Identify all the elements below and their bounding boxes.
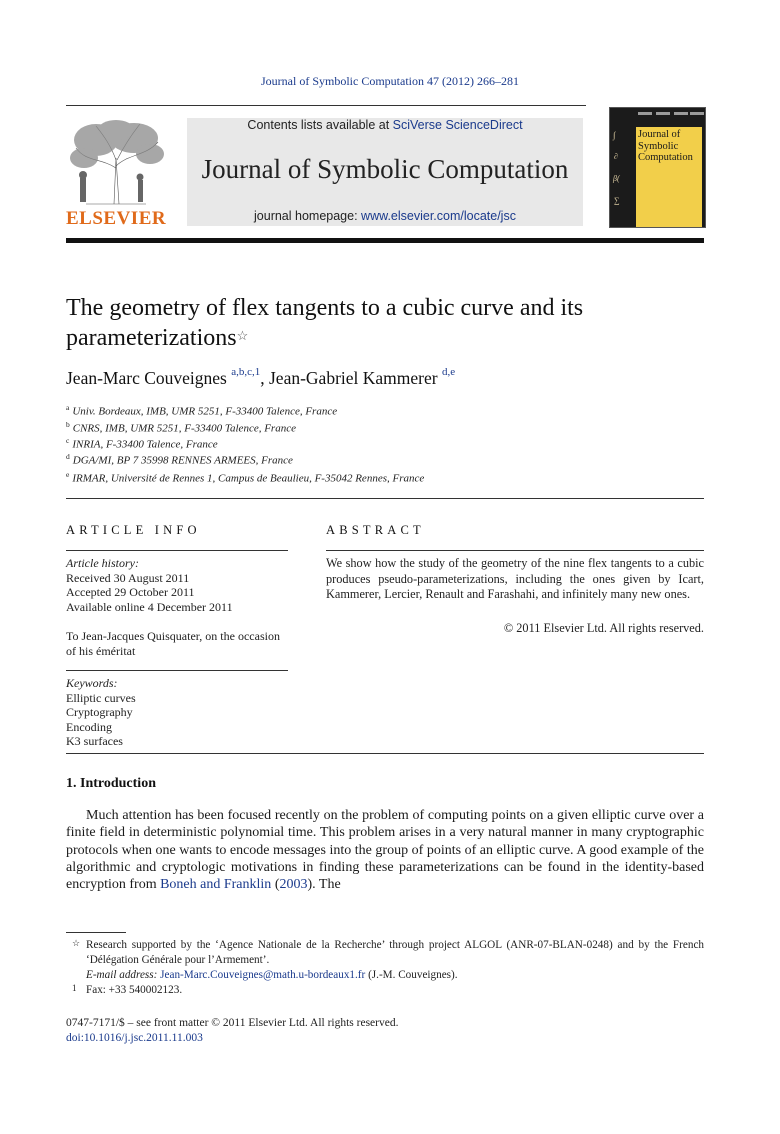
affiliation-text: DGA/MI, BP 7 35998 RENNES ARMEES, France <box>72 454 293 467</box>
keyword: K3 surfaces <box>66 734 123 748</box>
affiliation-key: a <box>66 403 70 412</box>
cover-math-glyph: ∂ <box>614 152 618 161</box>
cover-strip <box>690 112 704 115</box>
cover-math-glyph: β( <box>613 174 620 183</box>
footnote-rule <box>66 932 126 933</box>
cover-math-glyph: ∑ <box>614 196 620 205</box>
affiliation-text: IRMAR, Université de Rennes 1, Campus de Beaulieu, F-35042 Rennes, France <box>72 472 425 485</box>
footnote-star-icon: ☆ <box>72 938 81 948</box>
cover-math-glyph: ∫ <box>613 130 616 140</box>
journal-name: Journal of Symbolic Computation <box>201 154 569 184</box>
abstract-copyright: © 2011 Elsevier Ltd. All rights reserved. <box>503 621 704 635</box>
paragraph-tail: . The <box>312 877 341 893</box>
affiliation <box>66 452 293 467</box>
email-owner: (J.-M. Couveignes). <box>368 969 458 981</box>
citation-year-link[interactable]: 2003 <box>279 877 308 893</box>
author-name: Jean-Marc Couveignes <box>66 368 227 388</box>
header-thick-rule <box>66 238 704 243</box>
article-history <box>66 556 288 614</box>
author-list <box>66 368 455 389</box>
journal-cover-thumbnail[interactable] <box>609 107 706 228</box>
accepted-date: Accepted 29 October 2011 <box>66 585 195 599</box>
cover-strip <box>638 112 652 115</box>
affiliation-divider <box>66 498 704 499</box>
keyword: Elliptic curves <box>66 690 136 705</box>
section-heading-introduction: 1. Introduction <box>66 776 156 791</box>
paragraph: Much attention has been focused recently on the problem of computing points on a given elliptic curve over a finite field in deterministic polynomial time. This problem arises in a very natural manner in many cryptographic protocols when one wants to encode messages into the group of points of an elliptic curve. A good example of the algorithmic and cryptologic motivations in finding these parameterizations can be found in the identity-based encryption from Boneh and Franklin (2003). The <box>66 808 704 893</box>
affiliation <box>66 420 296 435</box>
affiliation-key: e <box>66 470 70 479</box>
affiliation-text: CNRS, IMB, UMR 5251, F-33400 Talence, France <box>72 422 296 435</box>
footnotes <box>66 938 704 998</box>
title-footnote-star-icon[interactable]: ☆ <box>236 328 249 343</box>
contents-availability <box>187 118 583 132</box>
email-label: E-mail address: <box>86 969 158 981</box>
abstract-text: We show how the study of the geometry of the nine flex tangents to a cubic produces pseudo-parameterizations, including the ones given by Icart, Kammerer, Lercier, Renault and Farashahi, and infinitely many new ones. <box>326 556 704 601</box>
fax-footnote <box>66 983 704 998</box>
elsevier-wordmark: ELSEVIER <box>66 208 167 229</box>
affiliation <box>66 470 424 485</box>
received-date: Received 30 August 2011 <box>66 570 190 585</box>
author-affiliation-marks[interactable]: a,b,c,1 <box>231 366 261 379</box>
affiliation-text: Univ. Bordeaux, IMB, UMR 5251, F-33400 Talence, France <box>72 405 338 418</box>
doi-link[interactable]: doi:10.1016/j.jsc.2011.11.003 <box>66 1032 203 1044</box>
journal-homepage <box>187 209 583 223</box>
fax-text: Fax: +33 540002123. <box>86 984 183 996</box>
available-date: Available online 4 December 2011 <box>66 599 233 614</box>
keywords-label: Keywords: <box>66 676 118 690</box>
citation-link[interactable]: Boneh and Franklin <box>160 877 272 893</box>
title-line-1: The geometry of flex tangents to a cubic curve and its <box>66 295 584 321</box>
issn-line: 0747-7171/$ – see front matter © 2011 Elsevier Ltd. All rights reserved. <box>66 1017 399 1029</box>
cover-title: Journal of Symbolic Computation <box>638 129 693 163</box>
contents-prefix: Contents lists available at <box>247 118 393 132</box>
affiliation-key: c <box>66 436 70 445</box>
abstract-rule <box>326 550 704 551</box>
abstract-heading: ABSTRACT <box>326 523 425 537</box>
keywords-rule <box>66 670 288 671</box>
article-info-heading: ARTICLE INFO <box>66 523 201 537</box>
article-info-rule <box>66 550 288 551</box>
homepage-prefix: journal homepage: <box>254 209 362 223</box>
author-name: Jean-Gabriel Kammerer <box>269 368 438 388</box>
email-footnote <box>66 968 704 983</box>
cover-strip <box>674 112 688 115</box>
author-affiliation-marks[interactable]: d,e <box>441 366 456 379</box>
affiliation <box>66 403 337 418</box>
affiliation-key: d <box>66 452 70 461</box>
footnote-number: 1 <box>72 983 77 993</box>
keywords-block <box>66 676 288 749</box>
funding-text: Research supported by the ‘Agence Nationale de la Recherche’ through project ALGOL (ANR-07-BLAN-0248) and by the French ‘Délégation Générale pour l’Armement’. <box>86 939 704 966</box>
header-divider <box>66 105 586 106</box>
introduction-body <box>66 807 704 893</box>
affiliation-text: INRIA, F-33400 Talence, France <box>72 438 218 451</box>
front-matter <box>66 1016 398 1046</box>
title-line-2: parameterizations <box>66 325 237 351</box>
author-separator: , <box>260 368 269 388</box>
affiliation-key: b <box>66 420 70 429</box>
paper-title <box>66 293 706 353</box>
paragraph-text: Much attention has been focused recently on the problem of computing points on a given elliptic curve over a finite field in deterministic polynomial time. This problem arises in a very natural manner in many cryptographic protocols when one wants to encode messages into the group of points of an elliptic curve. A good example of the algorithmic and cryptologic motivations in finding these parameterizations can be found in the identity-based encryption from <box>66 808 704 893</box>
homepage-link[interactable]: www.elsevier.com/locate/jsc <box>361 209 516 223</box>
journal-citation[interactable]: Journal of Symbolic Computation 47 (2012) 266–281 <box>261 74 519 88</box>
front-matter-end-rule <box>66 753 704 754</box>
sciencedirect-link[interactable]: SciVerse ScienceDirect <box>392 118 523 132</box>
history-label: Article history: <box>66 556 139 570</box>
funding-footnote <box>66 938 704 968</box>
cover-strip <box>656 112 670 115</box>
dedication: To Jean-Jacques Quisquater, on the occasion of his éméritat <box>66 629 280 658</box>
keyword: Cryptography <box>66 705 133 719</box>
keyword: Encoding <box>66 719 112 734</box>
email-link[interactable]: Jean-Marc.Couveignes@math.u-bordeaux1.fr <box>160 969 366 981</box>
affiliation <box>66 436 218 451</box>
